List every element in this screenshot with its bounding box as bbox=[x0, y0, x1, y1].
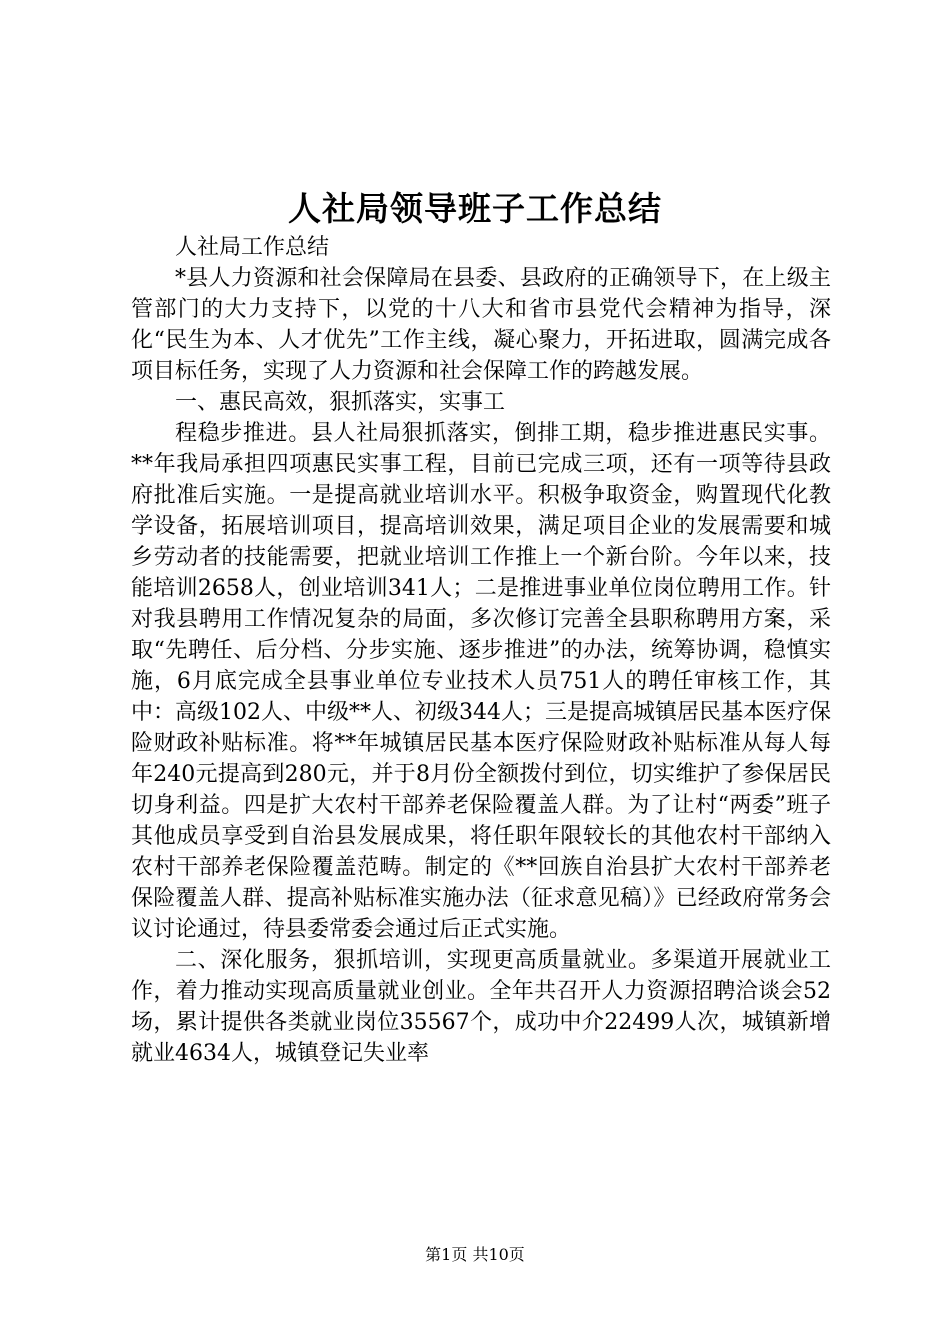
paragraph-section-one-body: 程稳步推进。县人社局狠抓落实，倒排工期，稳步推进惠民实事。**年我局承担四项惠民实事工程，目前已完成三项，还有一项等待县政府批准后实施。一是提高就业培训水平。积极争取资金，购置现代化教学设备，拓展培训项目，提高培训效果，满足项目企业的发展需要和城乡劳动者的技能需要，把就业培训工作推上一个新台阶。今年以来，技能培训2658人，创业培训341人；二是推进事业单位岗位聘用工作。针对我县聘用工作情况复杂的局面，多次修订完善全县职称聘用方案，采取“先聘任、后分档、分步实施、逐步推进”的办法，统筹协调，稳慎实施，6月底完成全县事业单位专业技术人员751人的聘任审核工作，其中：高级102人、中级**人、初级344人；三是提高城镇居民基本医疗保险财政补贴标准。将**年城镇居民基本医疗保险财政补贴标准从每人每年240元提高到280元，并于8月份全额拨付到位，切实维护了参保居民切身利益。四是扩大农村干部养老保险覆盖人群。为了让村“两委”班子其他成员享受到自治县发展成果，将任职年限较长的其他农村干部纳入农村干部养老保险覆盖范畴。制定的《**回族自治县扩大农村干部养老保险覆盖人群、提高补贴标准实施办法（征求意见稿）》已经政府常务会议讨论通过，待县委常委会通过后正式实施。 bbox=[131, 421, 831, 942]
paragraph-heading: 人社局工作总结 bbox=[175, 235, 330, 260]
paragraph-section-two: 二、深化服务，狠抓培训，实现更高质量就业。多渠道开展就业工作，着力推动实现高质量就业创业。全年共召开人力资源招聘洽谈会52场，累计提供各类就业岗位35567个，成功中介22499人次，城镇新增就业4634人，城镇登记失业率 bbox=[131, 948, 831, 1066]
page-footer: 第1页 共10页 bbox=[425, 1245, 525, 1264]
paragraph-section-one-heading: 一、惠民高效，狠抓落实，实事工 bbox=[175, 390, 506, 415]
paragraph-intro: *县人力资源和社会保障局在县委、县政府的正确领导下，在上级主管部门的大力支持下，以党的十八大和省市县党代会精神为指导，深化“民生为本、人才优先”工作主线，凝心聚力，开拓进取，圆满完成各项目标任务，实现了人力资源和社会保障工作的跨越发展。 bbox=[131, 266, 831, 384]
document-title: 人社局领导班子工作总结 bbox=[288, 189, 662, 228]
document-body bbox=[131, 232, 831, 1069]
